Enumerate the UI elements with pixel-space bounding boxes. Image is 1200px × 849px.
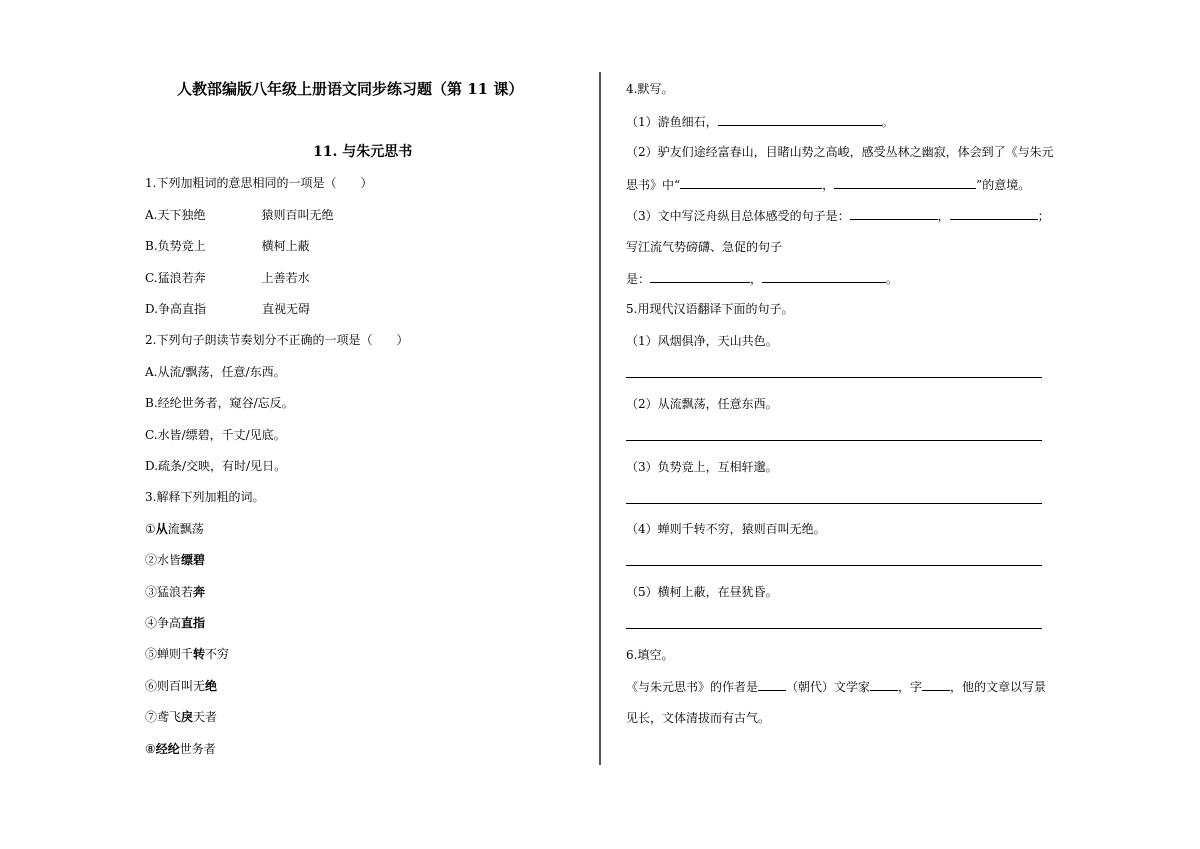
q3-item-8: ⑧经纶世务者	[145, 742, 216, 756]
q3-item-2: ②水皆缥碧	[145, 553, 206, 567]
answer-blank[interactable]	[870, 679, 898, 691]
q3-item-1: ①从流飘荡	[145, 522, 204, 536]
q5-stem: 5.用现代汉语翻译下面的句子。	[626, 302, 794, 316]
q2-option-b: B.经纶世务者，窥谷/忘反。	[145, 396, 294, 410]
answer-blank[interactable]	[762, 271, 886, 283]
q3-item-6: ⑥则百叫无绝	[145, 679, 218, 693]
q1-option-c: C.猛浪若奔 上善若水	[145, 271, 310, 285]
q3-item-7: ⑦鸢飞戾天者	[145, 710, 218, 724]
q2-option-d: D.疏条/交映，有时/见日。	[145, 459, 287, 473]
q5-item-2: （2）从流飘荡，任意东西。	[626, 397, 778, 411]
q3-item-4: ④争高直指	[145, 616, 206, 630]
answer-blank[interactable]	[680, 177, 822, 189]
q5-item-3: （3）负势竞上，互相轩邈。	[626, 460, 778, 474]
q6-line-2: 见长，文体清拔而有古气。	[626, 711, 771, 725]
answer-blank[interactable]	[650, 271, 750, 283]
q4-line-5: 写江流气势磅礴、急促的句子	[626, 240, 783, 254]
q4-line-6: 是： ， 。	[626, 272, 899, 286]
q4-stem: 4.默写。	[626, 82, 674, 96]
answer-line[interactable]	[626, 628, 1042, 629]
q6-stem: 6.填空。	[626, 648, 674, 662]
q5-item-4: （4）蝉则千转不穷，猿则百叫无绝。	[626, 522, 826, 536]
page-title: 人教部编版八年级上册语文同步练习题（第 11 课）	[177, 80, 524, 98]
answer-blank[interactable]	[834, 177, 976, 189]
answer-blank[interactable]	[850, 208, 938, 220]
q1-option-d: D.争高直指 直视无碍	[145, 302, 311, 316]
q4-line-1: （1）游鱼细石， 。	[626, 115, 894, 129]
q3-item-3: ③猛浪若奔	[145, 585, 206, 599]
q4-line-3: 思书》中“ ， ”的意境。	[626, 178, 1031, 192]
q1-option-b: B.负势竞上 横柯上蔽	[145, 239, 310, 253]
q2-option-c: C.水皆/缥碧，千丈/见底。	[145, 428, 286, 442]
q4-line-4: （3）文中写泛舟纵目总体感受的句子是： ， ；	[626, 209, 1050, 223]
lesson-title: 11. 与朱元思书	[313, 144, 413, 160]
column-divider	[599, 72, 601, 765]
q3-item-5: ⑤蝉则千转不穷	[145, 647, 230, 661]
q1-stem: 1.下列加粗词的意思相同的一项是（ ）	[145, 176, 373, 190]
q5-item-5: （5）横柯上蔽，在昼犹昏。	[626, 585, 778, 599]
q2-option-a: A.从流/飘荡，任意/东西。	[145, 365, 286, 379]
q1-option-a: A.天下独绝 猿则百叫无绝	[145, 208, 334, 222]
answer-blank[interactable]	[718, 114, 882, 126]
q3-stem: 3.解释下列加粗的词。	[145, 490, 265, 504]
answer-line[interactable]	[626, 440, 1042, 441]
q2-stem: 2.下列句子朗读节奏划分不正确的一项是（ ）	[145, 333, 409, 347]
q6-line-1: 《与朱元思书》的作者是 （朝代）文学家 ，字 ，他的文章以写景	[626, 680, 1047, 694]
answer-line[interactable]	[626, 377, 1042, 378]
answer-blank[interactable]	[950, 208, 1038, 220]
q5-item-1: （1）风烟俱净，天山共色。	[626, 334, 778, 348]
q4-line-2: （2）驴友们途经富春山，目睹山势之高峻，感受丛林之幽寂，体会到了《与朱元	[626, 145, 1054, 159]
answer-line[interactable]	[626, 503, 1042, 504]
answer-blank[interactable]	[758, 679, 786, 691]
answer-line[interactable]	[626, 565, 1042, 566]
answer-blank[interactable]	[922, 679, 950, 691]
